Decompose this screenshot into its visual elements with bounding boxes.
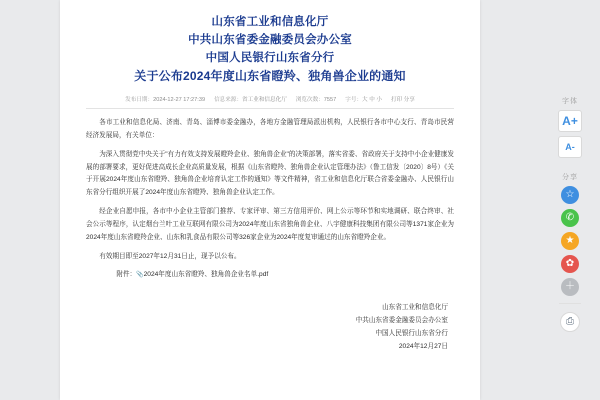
title-line-2: 中共山东省委金融委员会办公室 xyxy=(188,33,352,46)
qzone-icon[interactable]: ★ xyxy=(561,232,579,250)
share-group xyxy=(559,172,581,337)
document-body xyxy=(86,117,454,263)
meta-views xyxy=(296,95,336,103)
document-content xyxy=(60,0,480,354)
paragraph-1: 各市工业和信息化局、济南、青岛、淄博市委金融办，各地方金融管理局派出机构，人民银行各市中心支行、青岛市民营经济发展局，有关单位： xyxy=(86,119,454,139)
document-sheet xyxy=(60,0,480,400)
meta-fontsize-value[interactable]: 大 中 小 xyxy=(362,97,382,104)
more-share-icon[interactable]: ＋ xyxy=(561,278,579,296)
meta-views-label: 浏览次数： xyxy=(295,97,324,104)
document-meta-bar xyxy=(86,95,454,109)
meta-views-value: 7557 xyxy=(323,97,337,104)
meta-source xyxy=(214,95,287,103)
meta-publish-date-value: 2024-12-27 17:27:39 xyxy=(153,97,206,104)
attachment-link[interactable]: 2024年度山东省瞪羚、独角兽企业名单.pdf xyxy=(143,271,269,279)
weibo-icon[interactable]: ✿ xyxy=(561,255,579,273)
signature-line-1: 山东省工业和信息化厅 xyxy=(382,304,448,312)
font-decrease-button[interactable]: A- xyxy=(558,136,582,158)
title-line-1: 山东省工业和信息化厅 xyxy=(211,16,329,28)
paragraph-3: 经企业自愿申报，各市中小企业主管部门推荐、专家评审、第三方信用评价、网上公示等环节和实地调研、联合终审、社会公示等程序，认定烟台兰叶工业互联网有限公司为2024年度山东省独角兽企业、八宇健康科技集团有限公司等1371家企业为2024年度山东省瞪羚企业、山东和乳食品有限公司等326家企业为2024年度复审通过的山东省瞪羚企业。 xyxy=(86,208,454,241)
meta-source-value: 省工业和信息化厅 xyxy=(242,97,287,104)
document-signature xyxy=(86,302,454,353)
meta-fontsize[interactable] xyxy=(345,95,382,103)
wechat-icon[interactable]: ✆ xyxy=(561,209,579,227)
signature-line-3: 中国人民银行山东省分行 xyxy=(375,330,448,337)
collect-icon[interactable]: ☆ xyxy=(561,186,579,204)
signature-line-2: 中共山东省委金融委员会办公室 xyxy=(355,317,448,325)
meta-actions-value[interactable]: 打印 分享 xyxy=(390,97,415,104)
font-size-label: 字体 xyxy=(562,98,578,105)
paperclip-icon: 📎 xyxy=(136,272,144,279)
meta-publish-date xyxy=(125,95,205,103)
document-title xyxy=(86,14,454,86)
meta-source-label: 信息来源： xyxy=(214,97,243,104)
share-label: 分享 xyxy=(562,174,578,181)
print-icon[interactable]: ⎙ xyxy=(560,312,580,332)
signature-date: 2024年12月27日 xyxy=(398,342,448,350)
title-line-3: 中国人民银行山东省分行 xyxy=(205,51,335,64)
paragraph-2: 为深入贯彻党中央关于"有力有效支持发展瞪羚企业、独角兽企业"的决策部署，落实省委、省政府关于支持中小企业健康发展的部署要求，更好促进高成长企业高质量发展，根据《山东省瞪羚、独角兽企业认定管理办法》（鲁工信发〔2020〕8号）《关于开展2024年度山东省瞪羚、独角兽企业培育认定工作的通知》等文件精神，省工业和信息化厅联合省委金融办、人民银行山东省分行组织开展了2024年度山东省瞪羚、独角兽企业认定工作。 xyxy=(86,150,454,197)
meta-publish-date-label: 发布日期： xyxy=(125,97,154,104)
meta-fontsize-label: 字号： xyxy=(345,97,363,104)
font-size-group xyxy=(558,96,582,162)
attachment-row xyxy=(86,269,454,282)
title-line-4: 关于公布2024年度山东省瞪羚、独角兽企业的通知 xyxy=(134,69,406,84)
font-increase-button[interactable]: A+ xyxy=(558,110,582,132)
toolbar-divider xyxy=(559,303,581,304)
meta-actions[interactable] xyxy=(391,95,415,103)
paragraph-4: 有效期目即至2027年12月31日止，现予以公布。 xyxy=(99,252,241,260)
attachment-label: 附件： xyxy=(116,271,137,279)
side-toolbar xyxy=(546,96,594,347)
